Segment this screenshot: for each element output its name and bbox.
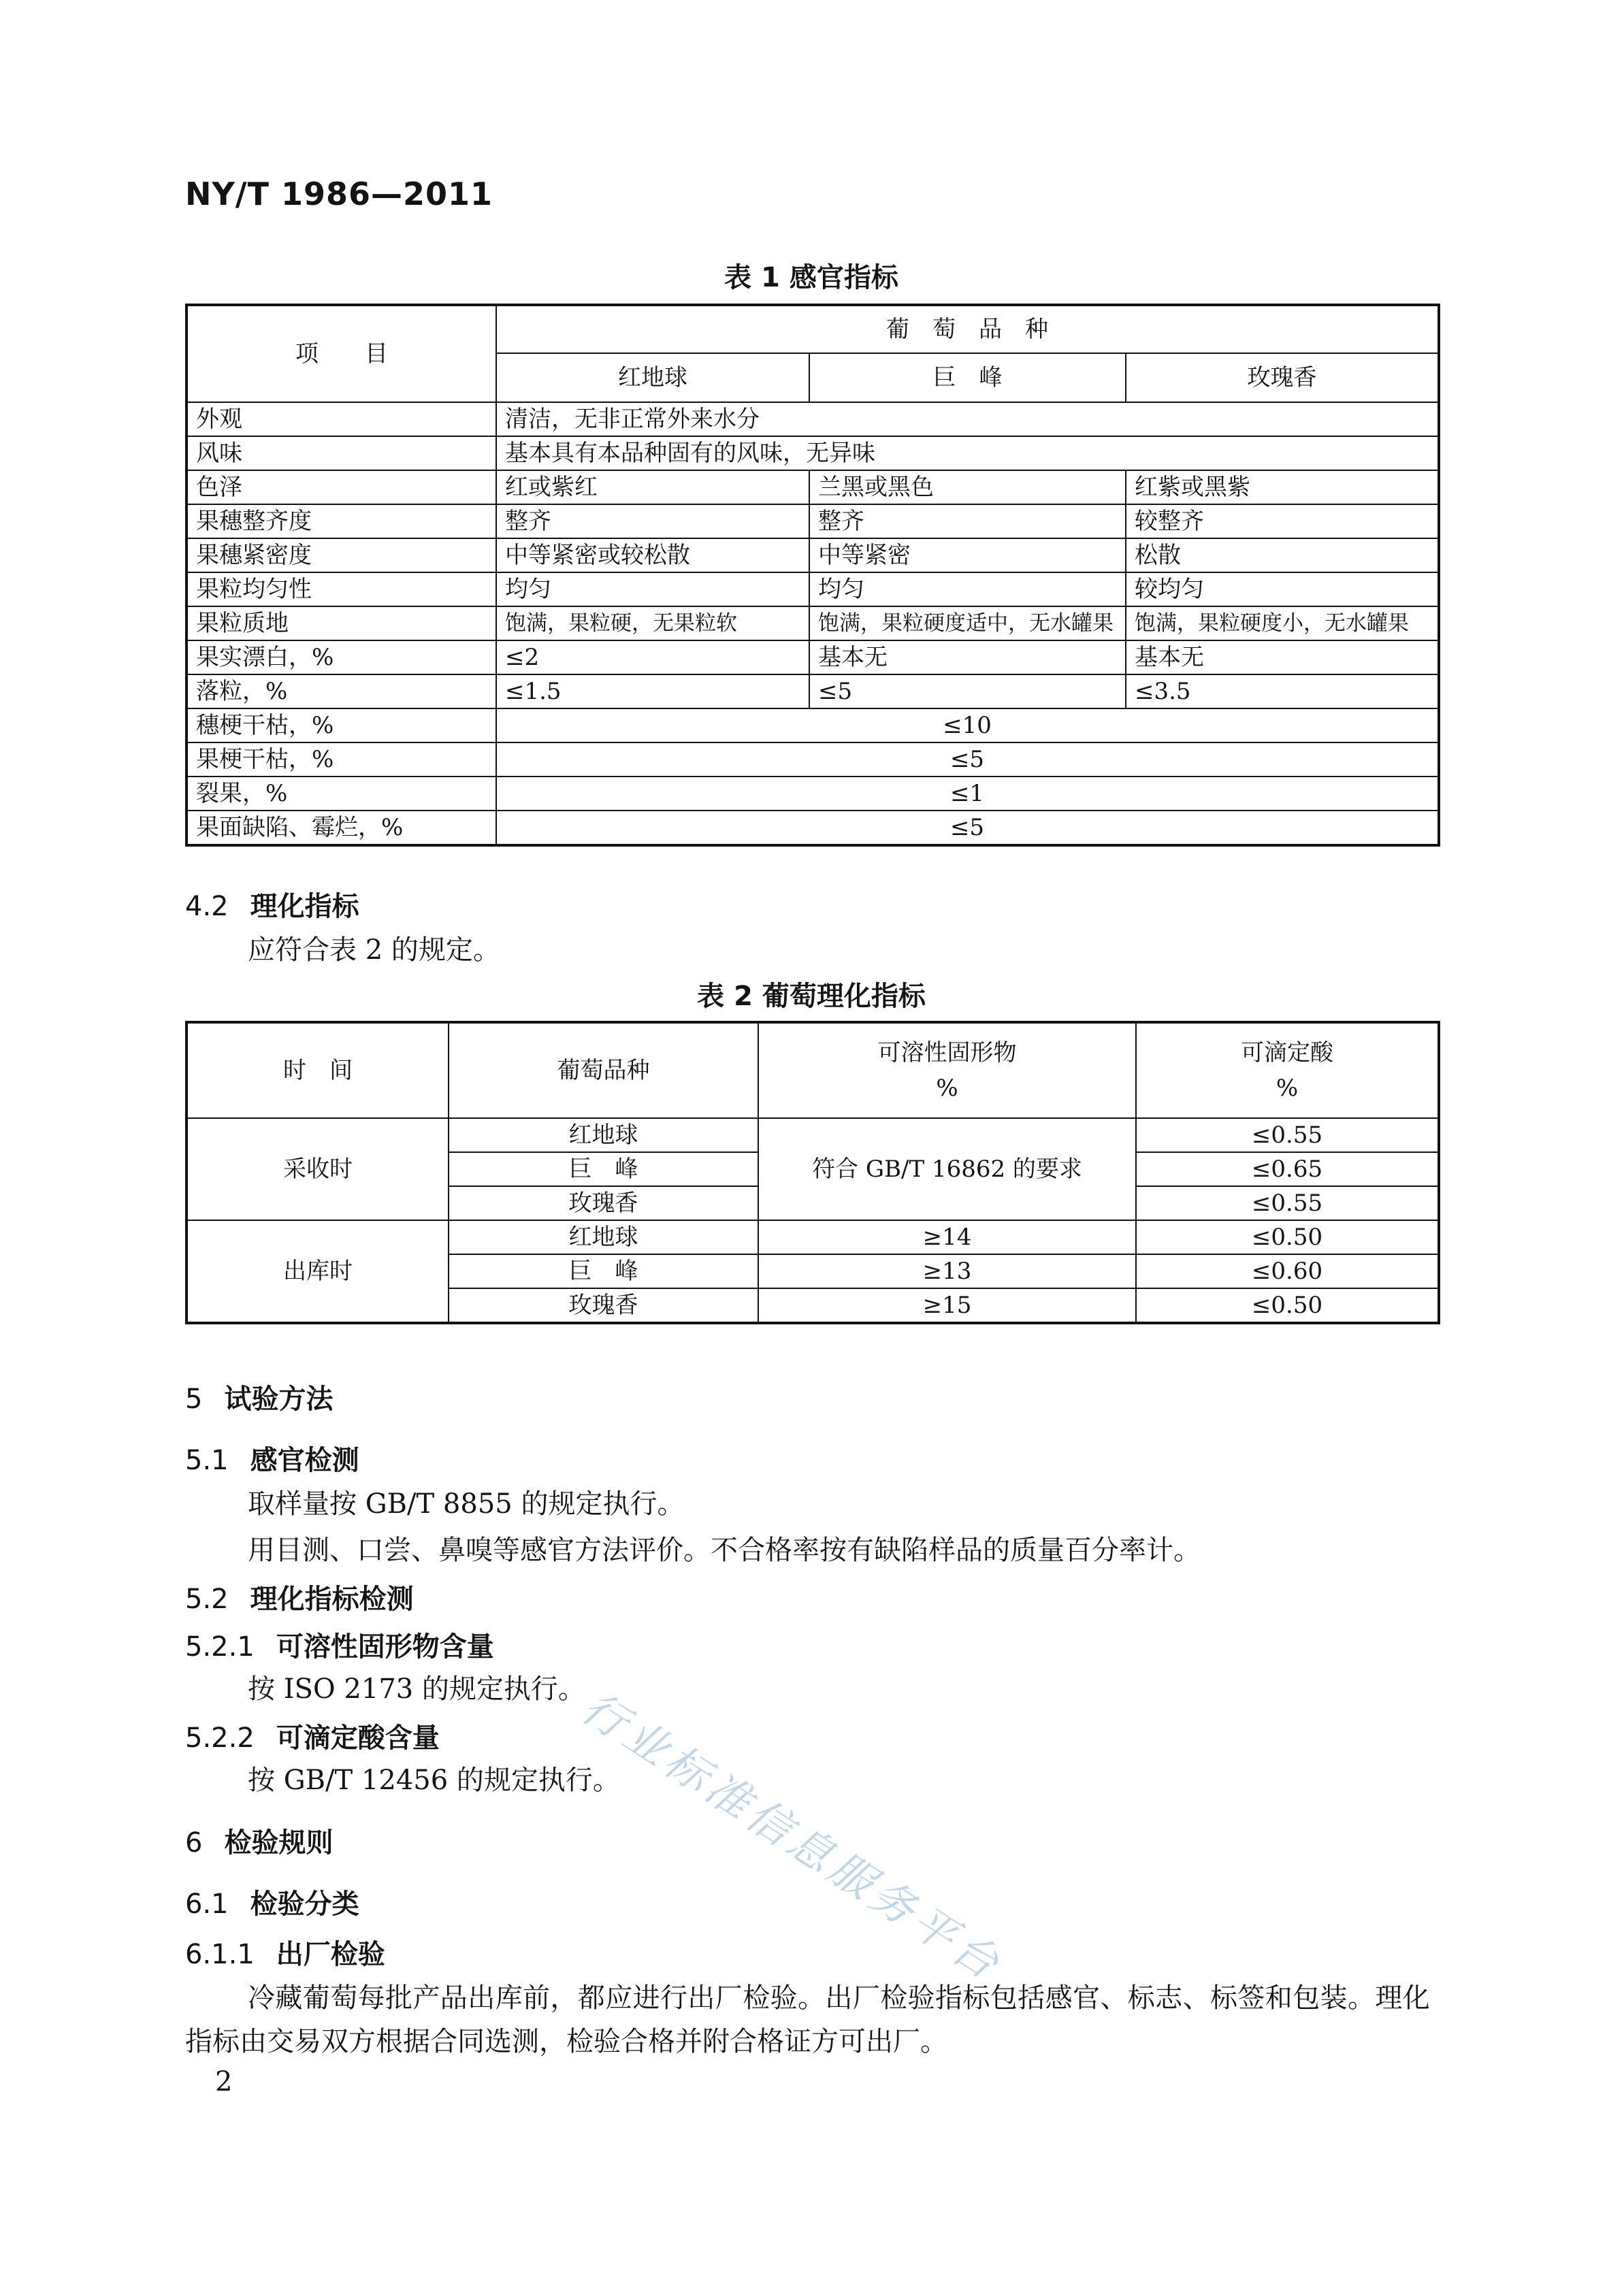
acid-cell: ≤0.55 [1136,1186,1439,1220]
table-row [186,436,1439,470]
table1-caption: 表 1 感官指标 [724,262,898,293]
table-row [186,811,1439,845]
item-cell: 穗梗干枯，% [186,708,496,742]
variety-group-header: 葡 萄 品 种 [496,305,1439,353]
section-title: 可滴定酸含量 [276,1722,440,1754]
variety-cell: 巨 峰 [449,1152,758,1186]
value-cell: 整齐 [809,504,1126,538]
section-6-1-1-text-line-2: 指标由交易双方根据合同选测，检验合格并附合格证方可出厂。 [185,2026,947,2057]
value-cell: ≤1.5 [496,674,809,708]
value-cell: 基本具有本品种固有的风味，无异味 [496,436,1439,470]
variety-header: 葡萄品种 [449,1022,758,1118]
sensory-table [185,304,1440,847]
table-row [186,708,1439,742]
table2-header-row [186,1022,1439,1118]
item-cell: 外观 [186,402,496,436]
item-cell: 落粒，% [186,674,496,708]
table-row [186,572,1439,606]
value-cell: 均匀 [809,572,1126,606]
solids-unit: % [936,1075,958,1102]
table2-caption: 表 2 葡萄理化指标 [697,981,926,1012]
value-cell: 红紫或黑紫 [1126,470,1439,504]
section-title: 可溶性固形物含量 [276,1631,494,1663]
table-row [186,777,1439,811]
variety-cell: 玫瑰香 [449,1288,758,1323]
section-6-heading [185,1821,333,1860]
section-4-2-text: 应符合表 2 的规定。 [248,934,500,966]
item-cell: 果穗整齐度 [186,504,496,538]
watermark-text: 行业标准信息服务平台 [572,1682,1011,1992]
section-title: 出厂检验 [276,1939,385,1970]
table-row [186,742,1439,777]
table-row [186,504,1439,538]
section-5-2-heading [185,1578,414,1616]
acid-cell: ≤0.50 [1136,1220,1439,1254]
section-6-1-1-text-line-1: 冷藏葡萄每批产品出库前，都应进行出厂检验。出厂检验指标包括感官、标志、标签和包装。理化 [248,1982,1431,2014]
section-number: 4.2 [185,891,229,922]
section-6-1-heading [185,1882,359,1921]
section-title: 理化指标 [250,891,359,922]
value-cell: 饱满，果粒硬度适中，无水罐果 [809,606,1126,640]
solids-cell: 符合 GB/T 16862 的要求 [758,1118,1136,1220]
table-row [186,402,1439,436]
document-id: NY/T 1986—2011 [185,176,493,212]
section-5-heading [185,1377,333,1416]
acid-cell: ≤0.60 [1136,1254,1439,1288]
item-cell: 果梗干枯，% [186,742,496,777]
section-title: 理化指标检测 [250,1584,414,1615]
item-cell: 风味 [186,436,496,470]
section-4-2-heading [185,885,359,924]
acid-cell: ≤0.65 [1136,1152,1439,1186]
time-cell: 采收时 [186,1118,449,1220]
section-5-1-heading [185,1439,359,1477]
item-cell: 色泽 [186,470,496,504]
variety-header: 巨 峰 [809,353,1126,402]
value-cell: 中等紧密或较松散 [496,538,809,572]
value-cell: 清洁，无非正常外来水分 [496,402,1439,436]
item-cell: 裂果，% [186,777,496,811]
section-title: 试验方法 [224,1384,334,1415]
acid-cell: ≤0.55 [1136,1118,1439,1152]
value-cell: ≤1 [496,777,1439,811]
section-5-1-text-1: 取样量按 GB/T 8855 的规定执行。 [248,1488,685,1520]
value-cell: 均匀 [496,572,809,606]
item-cell: 果实漂白，% [186,640,496,674]
value-cell: 整齐 [496,504,809,538]
item-cell: 果粒均匀性 [186,572,496,606]
section-number: 6.1.1 [185,1939,255,1970]
value-cell: ≤5 [496,742,1439,777]
physicochemical-table [185,1021,1440,1324]
value-cell: 中等紧密 [809,538,1126,572]
table-row [186,538,1439,572]
solids-label: 可溶性固形物 [877,1039,1017,1066]
variety-header: 玫瑰香 [1126,353,1439,402]
solids-cell: ≥15 [758,1288,1136,1323]
table1-header-row [186,305,1439,353]
section-number: 5.2.2 [185,1722,255,1754]
section-title: 检验规则 [224,1827,334,1859]
section-number: 6.1 [185,1889,229,1920]
value-cell: 饱满，果粒硬度小，无水罐果 [1126,606,1439,640]
item-cell: 果面缺陷、霉烂，% [186,811,496,845]
time-cell: 出库时 [186,1220,449,1323]
variety-cell: 红地球 [449,1220,758,1254]
section-number: 5 [185,1384,203,1415]
value-cell: ≤3.5 [1126,674,1439,708]
section-number: 5.2.1 [185,1631,255,1663]
value-cell: 基本无 [1126,640,1439,674]
solids-cell: ≥14 [758,1220,1136,1254]
section-number: 5.1 [185,1445,229,1476]
value-cell: ≤10 [496,708,1439,742]
table-row [186,470,1439,504]
acid-cell: ≤0.50 [1136,1288,1439,1323]
variety-cell: 玫瑰香 [449,1186,758,1220]
section-5-2-2-text: 按 GB/T 12456 的规定执行。 [248,1765,620,1796]
value-cell: 饱满，果粒硬，无果粒软 [496,606,809,640]
solids-cell: ≥13 [758,1254,1136,1288]
variety-cell: 巨 峰 [449,1254,758,1288]
section-5-2-2-heading [185,1716,440,1755]
table-row [186,674,1439,708]
acid-unit: % [1276,1075,1299,1102]
value-cell: 红或紫红 [496,470,809,504]
section-title: 感官检测 [250,1445,359,1476]
section-5-1-text-2: 用目测、口尝、鼻嗅等感官方法评价。不合格率按有缺陷样品的质量百分率计。 [248,1535,1201,1566]
table-row [186,1220,1439,1254]
value-cell: ≤2 [496,640,809,674]
section-6-1-1-heading [185,1933,385,1972]
section-5-2-1-text: 按 ISO 2173 的规定执行。 [248,1673,585,1705]
section-title: 检验分类 [250,1889,359,1920]
page-number: 2 [215,2066,233,2097]
acid-header [1136,1022,1439,1118]
value-cell: ≤5 [809,674,1126,708]
item-cell: 果穗紧密度 [186,538,496,572]
table-row [186,606,1439,640]
value-cell: 较均匀 [1126,572,1439,606]
value-cell: ≤5 [496,811,1439,845]
variety-cell: 红地球 [449,1118,758,1152]
time-header: 时 间 [186,1022,449,1118]
table-row [186,640,1439,674]
value-cell: 较整齐 [1126,504,1439,538]
table-row [186,1118,1439,1152]
section-number: 5.2 [185,1584,229,1615]
section-5-2-1-heading [185,1625,494,1664]
acid-label: 可滴定酸 [1241,1039,1333,1066]
item-cell: 果粒质地 [186,606,496,640]
solids-header [758,1022,1136,1118]
value-cell: 松散 [1126,538,1439,572]
item-header: 项 目 [186,305,496,402]
variety-header: 红地球 [496,353,809,402]
value-cell: 兰黑或黑色 [809,470,1126,504]
section-number: 6 [185,1827,203,1859]
value-cell: 基本无 [809,640,1126,674]
